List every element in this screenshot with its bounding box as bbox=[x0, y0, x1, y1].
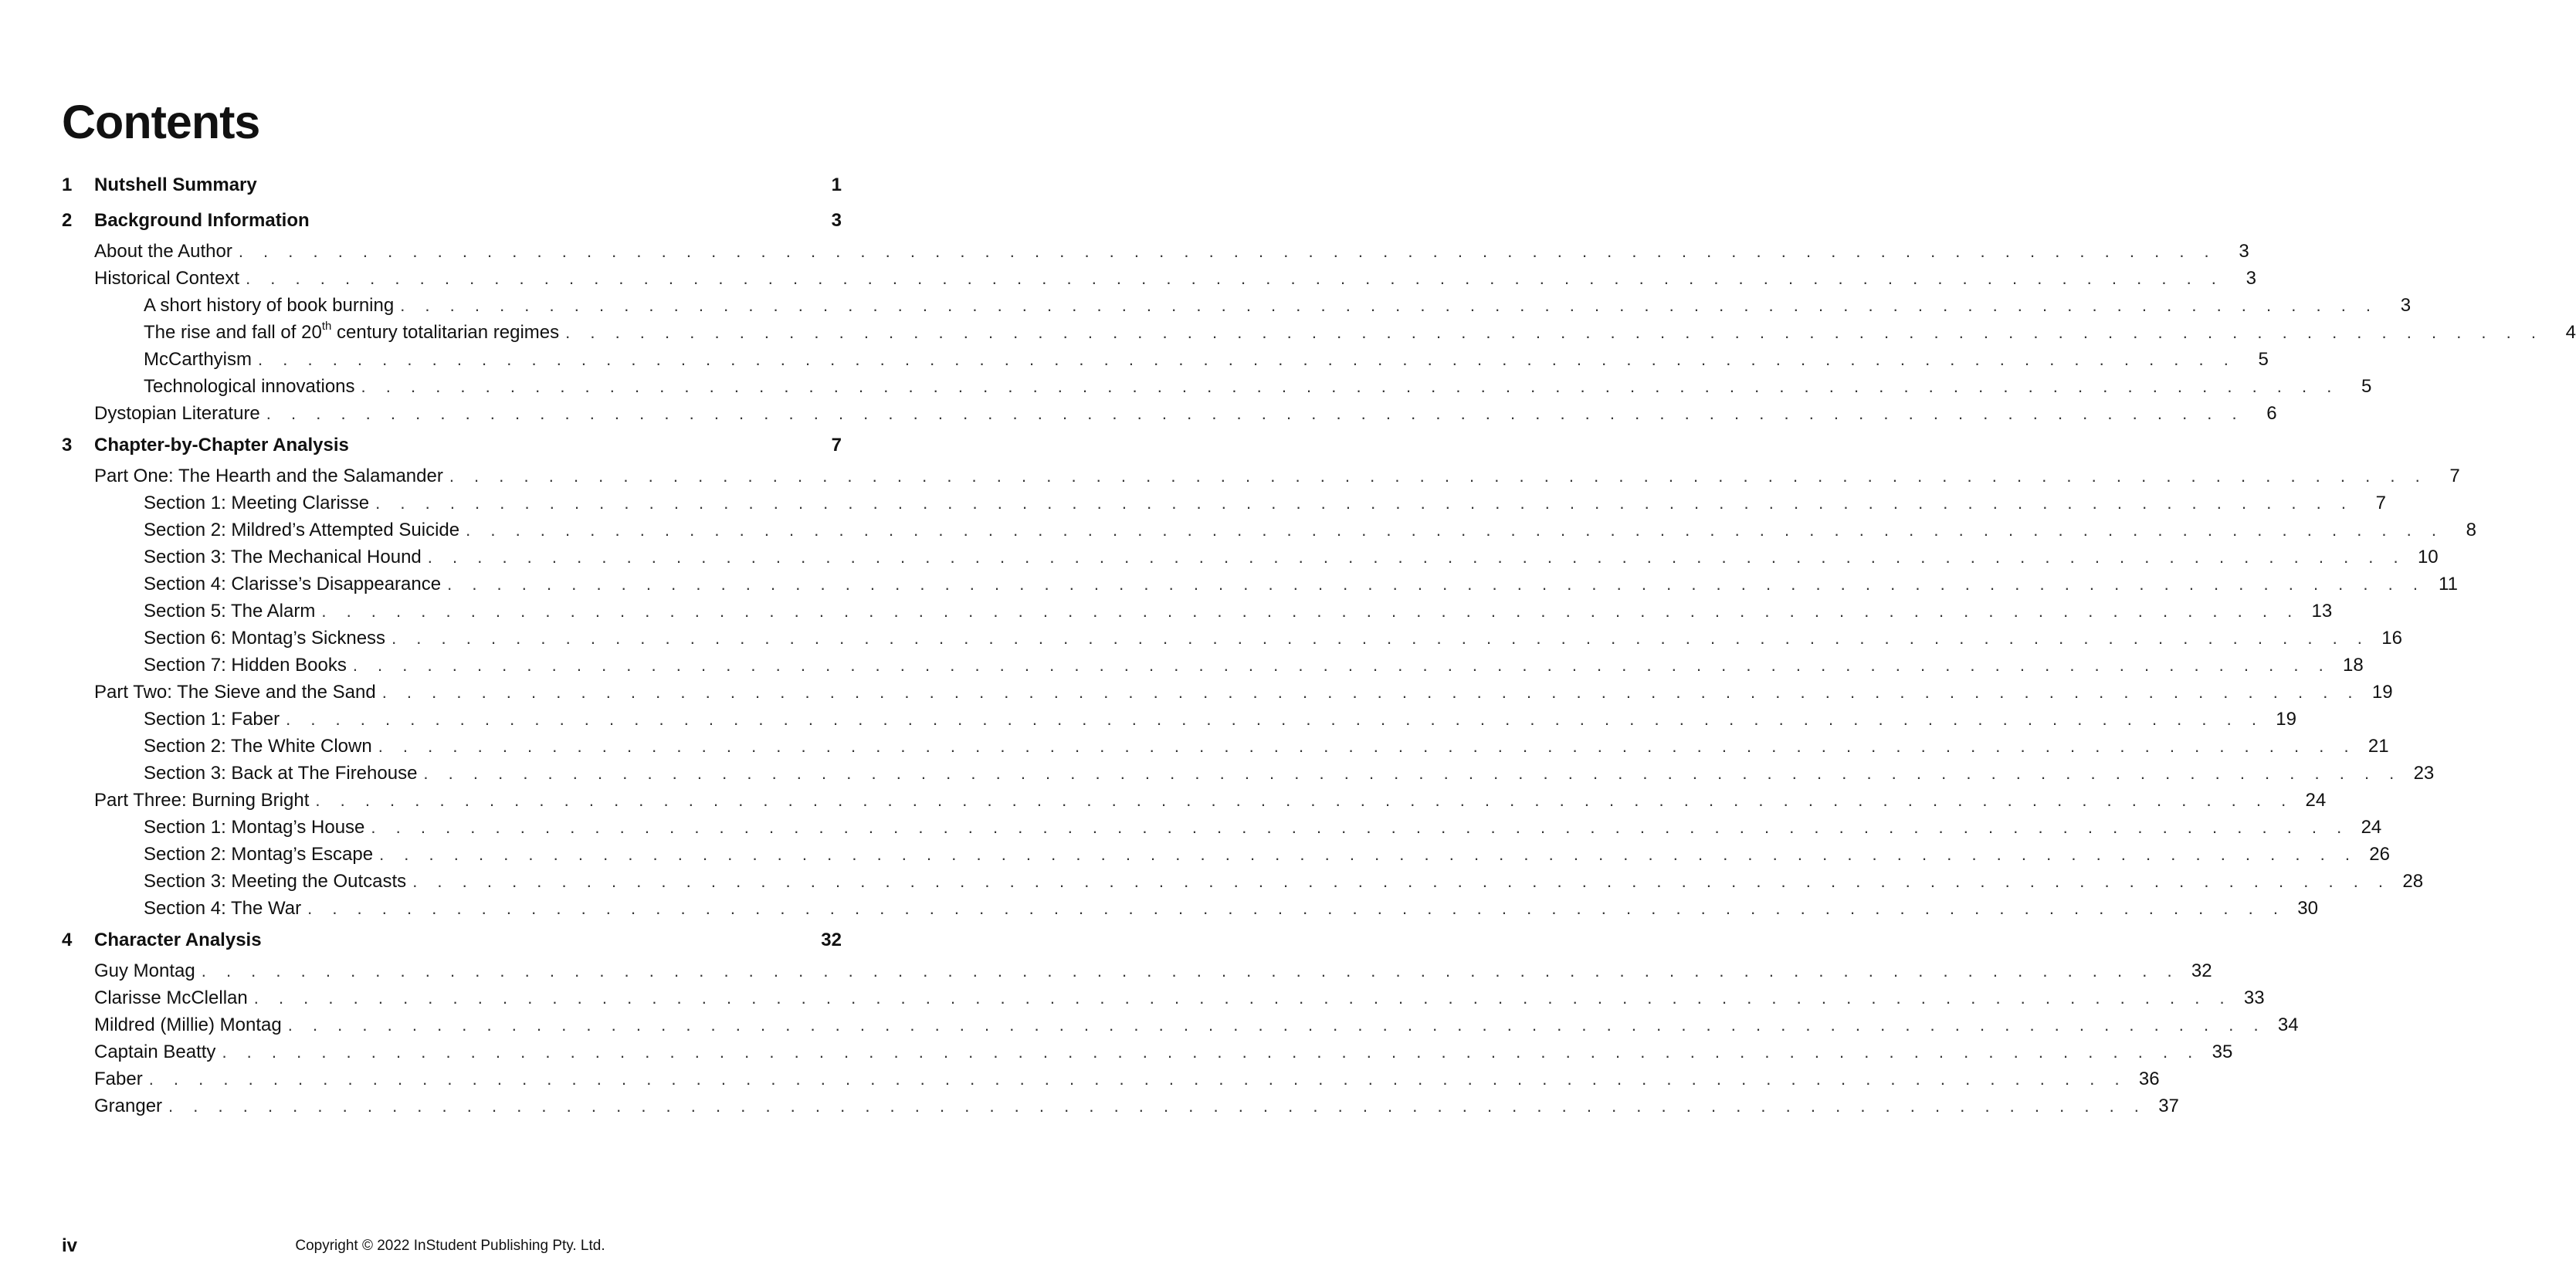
entry-title bbox=[62, 574, 441, 595]
entry-title-text: Section 2: Mildred’s Attempted Suicide bbox=[144, 520, 460, 540]
toc-section-row[interactable] bbox=[62, 682, 2393, 709]
entry-page-number: 19 bbox=[2276, 709, 2296, 730]
entry-page-number: 13 bbox=[2311, 601, 2333, 622]
entry-page-number: 30 bbox=[2297, 898, 2318, 919]
toc-section-row[interactable] bbox=[62, 268, 2256, 295]
chapter-title: Nutshell Summary bbox=[94, 174, 257, 195]
entry-title-text: Section 6: Montag’s Sickness bbox=[144, 628, 386, 649]
entry-title-text: Section 1: Montag’s House bbox=[144, 817, 365, 838]
toc-subsection-row[interactable] bbox=[62, 898, 2318, 925]
entry-title-text: Captain Beatty bbox=[94, 1042, 216, 1062]
entry-title-text-after: century totalitarian regimes bbox=[331, 322, 560, 343]
dot-leader: . . . . . . . . . . . . . . . . . . . . . . . . . . . . . . . . . . . . . . . . . . . . . . . . . . . . . . . . . . . . . . . . . . . . . . . . . . . . . . . . bbox=[371, 818, 2350, 837]
dot-leader: . . . . . . . . . . . . . . . . . . . . . . . . . . . . . . . . . . . . . . . . . . . . . . . . . . . . . . . . . . . . . . . . . . . . . . . . . . . . . . . . bbox=[201, 961, 2180, 981]
entry-page-number: 6 bbox=[2266, 403, 2277, 424]
toc-subsection-row[interactable] bbox=[62, 574, 2458, 601]
entry-title bbox=[62, 493, 369, 514]
entry-title bbox=[62, 1096, 162, 1117]
entry-page-number: 10 bbox=[2417, 547, 2439, 567]
toc-subsection-row[interactable] bbox=[62, 844, 2390, 871]
entry-title bbox=[62, 709, 280, 730]
entry-page-number: 24 bbox=[2305, 790, 2327, 811]
entry-title-text: The rise and fall of 20 bbox=[144, 322, 322, 343]
toc-subsection-row[interactable] bbox=[62, 376, 2372, 403]
page-title: Contents bbox=[62, 96, 260, 148]
entry-title-text: McCarthyism bbox=[144, 349, 253, 370]
entry-title bbox=[62, 960, 195, 982]
toc-chapter-row[interactable] bbox=[62, 435, 842, 466]
entry-title-text: Granger bbox=[94, 1096, 163, 1116]
entry-title bbox=[62, 871, 406, 893]
dot-leader: . . . . . . . . . . . . . . . . . . . . . . . . . . . . . . . . . . . . . . . . . . . . . . . . . . . . . . . . . . . . . . . . . . . . . . . . . . . . . . . . bbox=[447, 574, 2425, 594]
chapter-title: Background Information bbox=[94, 210, 310, 231]
dot-leader: . . . . . . . . . . . . . . . . . . . . . . . . . . . . . . . . . . . . . . . . . . . . . . . . . . . . . . . . . . . . . . . . . . . . . . . . . . . . . . . . bbox=[352, 655, 2331, 675]
entry-title-text: Section 1: Faber bbox=[144, 709, 280, 730]
entry-title bbox=[62, 241, 232, 263]
dot-leader: . . . . . . . . . . . . . . . . . . . . . . . . . . . . . . . . . . . . . . . . . . . . . . . . . . . . . . . . . . . . . . . . . . . . . . . . . . . . . . . . bbox=[258, 350, 2236, 369]
entry-title-text: Section 1: Meeting Clarisse bbox=[144, 493, 370, 513]
dot-leader: . . . . . . . . . . . . . . . . . . . . . . . . . . . . . . . . . . . . . . . . . . . . . . . . . . . . . . . . . . . . . . . . . . . . . . . . . . . . . . . . bbox=[375, 493, 2354, 513]
chapter-number: 3 bbox=[62, 435, 73, 456]
entry-title-text: Section 3: Meeting the Outcasts bbox=[144, 871, 407, 892]
toc-subsection-row[interactable] bbox=[62, 655, 2364, 682]
toc-section-row[interactable] bbox=[62, 960, 2212, 987]
toc-section-row[interactable] bbox=[62, 790, 2327, 817]
dot-leader: . . . . . . . . . . . . . . . . . . . . . . . . . . . . . . . . . . . . . . . . . . . . . . . . . . . . . . . . . . . . . . . . . . . . . . . . . . . . . . . . bbox=[253, 988, 2232, 1008]
entry-title bbox=[62, 987, 248, 1009]
entry-page-number: 5 bbox=[2361, 376, 2372, 397]
entry-title bbox=[62, 817, 364, 838]
toc-subsection-row[interactable] bbox=[62, 817, 2382, 844]
entry-page-number: 16 bbox=[2381, 628, 2402, 649]
entry-page-number: 33 bbox=[2243, 987, 2265, 1008]
toc-chapter-row[interactable] bbox=[62, 210, 842, 241]
entry-title-text: Section 7: Hidden Books bbox=[144, 655, 347, 676]
dot-leader: . . . . . . . . . . . . . . . . . . . . . . . . . . . . . . . . . . . . . . . . . . . . . . . . . . . . . . . . . . . . . . . . . . . . . . . . . . . . . . . . bbox=[400, 296, 2379, 315]
entry-title bbox=[62, 844, 373, 865]
entry-title bbox=[62, 295, 394, 317]
chapter-title: Character Analysis bbox=[94, 930, 262, 950]
toc-subsection-row[interactable] bbox=[62, 763, 2435, 790]
entry-title bbox=[62, 601, 315, 622]
entry-title-text: Technological innovations bbox=[144, 376, 355, 397]
chapter-page-number: 7 bbox=[831, 435, 842, 456]
entry-title bbox=[62, 736, 372, 757]
entry-page-number: 28 bbox=[2402, 871, 2424, 892]
entry-title bbox=[62, 763, 417, 784]
toc-chapter-row[interactable] bbox=[62, 930, 842, 960]
entry-title-text: Section 2: The White Clown bbox=[144, 736, 372, 757]
entry-title bbox=[62, 376, 355, 398]
chapter-number: 2 bbox=[62, 210, 73, 231]
entry-title-text: Section 4: Clarisse’s Disappearance bbox=[144, 574, 442, 594]
toc-section-row[interactable] bbox=[62, 987, 2265, 1014]
dot-leader: . . . . . . . . . . . . . . . . . . . . . . . . . . . . . . . . . . . . . . . . . . . . . . . . . . . . . . . . . . . . . . . . . . . . . . . . . . . . . . . . bbox=[307, 899, 2286, 918]
entry-title-text: Clarisse McClellan bbox=[94, 987, 248, 1008]
entry-title bbox=[62, 655, 347, 676]
entry-page-number: 36 bbox=[2138, 1069, 2160, 1089]
entry-title bbox=[62, 547, 422, 568]
entry-page-number: 23 bbox=[2413, 763, 2435, 784]
entry-title-text: Section 3: Back at The Firehouse bbox=[144, 763, 418, 784]
dot-leader: . . . . . . . . . . . . . . . . . . . . . . . . . . . . . . . . . . . . . . . . . . . . . . . . . . . . . . . . . . . . . . . . . . . . . . . . . . . . . . . . bbox=[412, 872, 2391, 891]
entry-page-number: 4 bbox=[2565, 322, 2576, 343]
entry-title-text: Mildred (Millie) Montag bbox=[94, 1014, 282, 1035]
entry-title bbox=[62, 1042, 215, 1063]
entry-page-number: 32 bbox=[2191, 960, 2212, 981]
chapter-page-number: 1 bbox=[831, 174, 842, 195]
dot-leader: . . . . . . . . . . . . . . . . . . . . . . . . . . . . . . . . . . . . . . . . . . . . . . . . . . . . . . . . . . . . . . . . . . . . . . . . . . . . . . . . bbox=[168, 1096, 2147, 1116]
entry-title-superscript: th bbox=[321, 320, 332, 333]
toc-subsection-row[interactable] bbox=[62, 493, 2386, 520]
entry-title-text: Dystopian Literature bbox=[94, 403, 260, 424]
entry-page-number: 21 bbox=[2368, 736, 2389, 757]
toc-section-row[interactable] bbox=[62, 1096, 2179, 1123]
toc-section-row[interactable] bbox=[62, 466, 2460, 493]
toc-section-row[interactable] bbox=[62, 403, 2277, 430]
entry-page-number: 7 bbox=[2449, 466, 2460, 486]
dot-leader: . . . . . . . . . . . . . . . . . . . . . . . . . . . . . . . . . . . . . . . . . . . . . . . . . . . . . . . . . . . . . . . . . . . . . . . . . . . . . . . . bbox=[222, 1042, 2201, 1062]
entry-page-number: 35 bbox=[2212, 1042, 2233, 1062]
dot-leader: . . . . . . . . . . . . . . . . . . . . . . . . . . . . . . . . . . . . . . . . . . . . . . . . . . . . . . . . . . . . . . . . . . . . . . . . . . . . . . . . bbox=[423, 764, 2402, 783]
dot-leader: . . . . . . . . . . . . . . . . . . . . . . . . . . . . . . . . . . . . . . . . . . . . . . . . . . . . . . . . . . . . . . . . . . . . . . . . . . . . . . . . bbox=[565, 323, 2544, 342]
entry-title-text: Historical Context bbox=[94, 268, 240, 289]
entry-title bbox=[62, 1014, 282, 1036]
entry-page-number: 18 bbox=[2342, 655, 2364, 676]
entry-title bbox=[62, 1069, 143, 1090]
dot-leader: . . . . . . . . . . . . . . . . . . . . . . . . . . . . . . . . . . . . . . . . . . . . . . . . . . . . . . . . . . . . . . . . . . . . . . . . . . . . . . . . bbox=[266, 404, 2245, 423]
chapter-number: 4 bbox=[62, 930, 73, 950]
entry-title-text: Section 4: The War bbox=[144, 898, 302, 919]
toc-subsection-row[interactable] bbox=[62, 709, 2296, 736]
entry-page-number: 3 bbox=[2239, 241, 2249, 262]
entry-title bbox=[62, 520, 459, 541]
dot-leader: . . . . . . . . . . . . . . . . . . . . . . . . . . . . . . . . . . . . . . . . . . . . . . . . . . . . . . . . . . . . . . . . . . . . . . . . . . . . . . . . bbox=[148, 1069, 2127, 1089]
dot-leader: . . . . . . . . . . . . . . . . . . . . . . . . . . . . . . . . . . . . . . . . . . . . . . . . . . . . . . . . . . . . . . . . . . . . . . . . . . . . . . . . bbox=[466, 520, 2444, 540]
toc-subsection-row[interactable] bbox=[62, 349, 2269, 376]
dot-leader: . . . . . . . . . . . . . . . . . . . . . . . . . . . . . . . . . . . . . . . . . . . . . . . . . . . . . . . . . . . . . . . . . . . . . . . . . . . . . . . . bbox=[391, 628, 2370, 648]
entry-page-number: 26 bbox=[2369, 844, 2390, 865]
toc-section-row[interactable] bbox=[62, 1069, 2160, 1096]
entry-title bbox=[62, 349, 252, 371]
entry-title bbox=[62, 403, 260, 425]
chapter-page-number: 32 bbox=[821, 930, 842, 950]
entry-page-number: 19 bbox=[2371, 682, 2393, 703]
entry-page-number: 3 bbox=[2400, 295, 2412, 316]
footer-page-number: iv bbox=[62, 1235, 78, 1256]
toc-subsection-row[interactable] bbox=[62, 628, 2402, 655]
entry-title-text: About the Author bbox=[94, 241, 232, 262]
entry-page-number: 5 bbox=[2258, 349, 2269, 370]
dot-leader: . . . . . . . . . . . . . . . . . . . . . . . . . . . . . . . . . . . . . . . . . . . . . . . . . . . . . . . . . . . . . . . . . . . . . . . . . . . . . . . . bbox=[315, 791, 2294, 810]
dot-leader: . . . . . . . . . . . . . . . . . . . . . . . . . . . . . . . . . . . . . . . . . . . . . . . . . . . . . . . . . . . . . . . . . . . . . . . . . . . . . . . . bbox=[286, 710, 2264, 729]
toc-subsection-row[interactable] bbox=[62, 320, 2576, 349]
entry-title bbox=[62, 268, 239, 290]
dot-leader: . . . . . . . . . . . . . . . . . . . . . . . . . . . . . . . . . . . . . . . . . . . . . . . . . . . . . . . . . . . . . . . . . . . . . . . . . . . . . . . . bbox=[238, 242, 2217, 261]
chapter-page-number: 3 bbox=[831, 210, 842, 231]
dot-leader: . . . . . . . . . . . . . . . . . . . . . . . . . . . . . . . . . . . . . . . . . . . . . . . . . . . . . . . . . . . . . . . . . . . . . . . . . . . . . . . . bbox=[427, 547, 2406, 567]
dot-leader: . . . . . . . . . . . . . . . . . . . . . . . . . . . . . . . . . . . . . . . . . . . . . . . . . . . . . . . . . . . . . . . . . . . . . . . . . . . . . . . . bbox=[246, 269, 2224, 288]
entry-title-text: Part Two: The Sieve and the Sand bbox=[94, 682, 376, 703]
entry-page-number: 3 bbox=[2246, 268, 2256, 289]
dot-leader: . . . . . . . . . . . . . . . . . . . . . . . . . . . . . . . . . . . . . . . . . . . . . . . . . . . . . . . . . . . . . . . . . . . . . . . . . . . . . . . . bbox=[379, 845, 2357, 864]
toc-subsection-row[interactable] bbox=[62, 547, 2439, 574]
entry-title-text: Section 3: The Mechanical Hound bbox=[144, 547, 422, 567]
toc-subsection-row[interactable] bbox=[62, 871, 2424, 898]
toc-subsection-row[interactable] bbox=[62, 295, 2412, 322]
dot-leader: . . . . . . . . . . . . . . . . . . . . . . . . . . . . . . . . . . . . . . . . . . . . . . . . . . . . . . . . . . . . . . . . . . . . . . . . . . . . . . . . bbox=[287, 1015, 2266, 1035]
toc-subsection-row[interactable] bbox=[62, 736, 2389, 763]
entry-title-text: Section 5: The Alarm bbox=[144, 601, 316, 622]
entry-page-number: 11 bbox=[2439, 574, 2458, 594]
entry-title bbox=[62, 682, 376, 703]
dot-leader: . . . . . . . . . . . . . . . . . . . . . . . . . . . . . . . . . . . . . . . . . . . . . . . . . . . . . . . . . . . . . . . . . . . . . . . . . . . . . . . . bbox=[449, 466, 2428, 486]
dot-leader: . . . . . . . . . . . . . . . . . . . . . . . . . . . . . . . . . . . . . . . . . . . . . . . . . . . . . . . . . . . . . . . . . . . . . . . . . . . . . . . . bbox=[321, 601, 2300, 621]
entry-title bbox=[62, 466, 443, 487]
entry-title bbox=[62, 898, 301, 920]
entry-page-number: 24 bbox=[2361, 817, 2382, 838]
entry-page-number: 34 bbox=[2277, 1014, 2299, 1035]
toc-subsection-row[interactable] bbox=[62, 601, 2333, 628]
entry-title bbox=[62, 790, 309, 811]
entry-title-text: Part Three: Burning Bright bbox=[94, 790, 310, 811]
entry-page-number: 8 bbox=[2466, 520, 2476, 540]
entry-title-text: A short history of book burning bbox=[144, 295, 395, 316]
entry-title-text: Faber bbox=[94, 1069, 143, 1089]
entry-title-text: Section 2: Montag’s Escape bbox=[144, 844, 374, 865]
table-of-contents bbox=[62, 174, 2576, 1123]
toc-section-row[interactable] bbox=[62, 1042, 2233, 1069]
entry-page-number: 7 bbox=[2375, 493, 2386, 513]
dot-leader: . . . . . . . . . . . . . . . . . . . . . . . . . . . . . . . . . . . . . . . . . . . . . . . . . . . . . . . . . . . . . . . . . . . . . . . . . . . . . . . . bbox=[381, 683, 2361, 702]
chapter-title: Chapter-by-Chapter Analysis bbox=[94, 435, 349, 456]
chapter-number: 1 bbox=[62, 174, 73, 195]
toc-section-row[interactable] bbox=[62, 241, 2249, 268]
entry-page-number: 37 bbox=[2158, 1096, 2179, 1116]
dot-leader: . . . . . . . . . . . . . . . . . . . . . . . . . . . . . . . . . . . . . . . . . . . . . . . . . . . . . . . . . . . . . . . . . . . . . . . . . . . . . . . . bbox=[378, 737, 2357, 756]
entry-title-text: Guy Montag bbox=[94, 960, 195, 981]
entry-title-text: Part One: The Hearth and the Salamander bbox=[94, 466, 443, 486]
dot-leader: . . . . . . . . . . . . . . . . . . . . . . . . . . . . . . . . . . . . . . . . . . . . . . . . . . . . . . . . . . . . . . . . . . . . . . . . . . . . . . . . bbox=[361, 377, 2340, 396]
toc-chapter-row[interactable] bbox=[62, 174, 842, 205]
entry-title bbox=[62, 628, 385, 649]
toc-section-row[interactable] bbox=[62, 1014, 2299, 1042]
toc-subsection-row[interactable] bbox=[62, 520, 2476, 547]
footer-copyright: Copyright © 2022 InStudent Publishing Pty. Ltd. bbox=[295, 1238, 605, 1254]
entry-title bbox=[62, 322, 559, 344]
